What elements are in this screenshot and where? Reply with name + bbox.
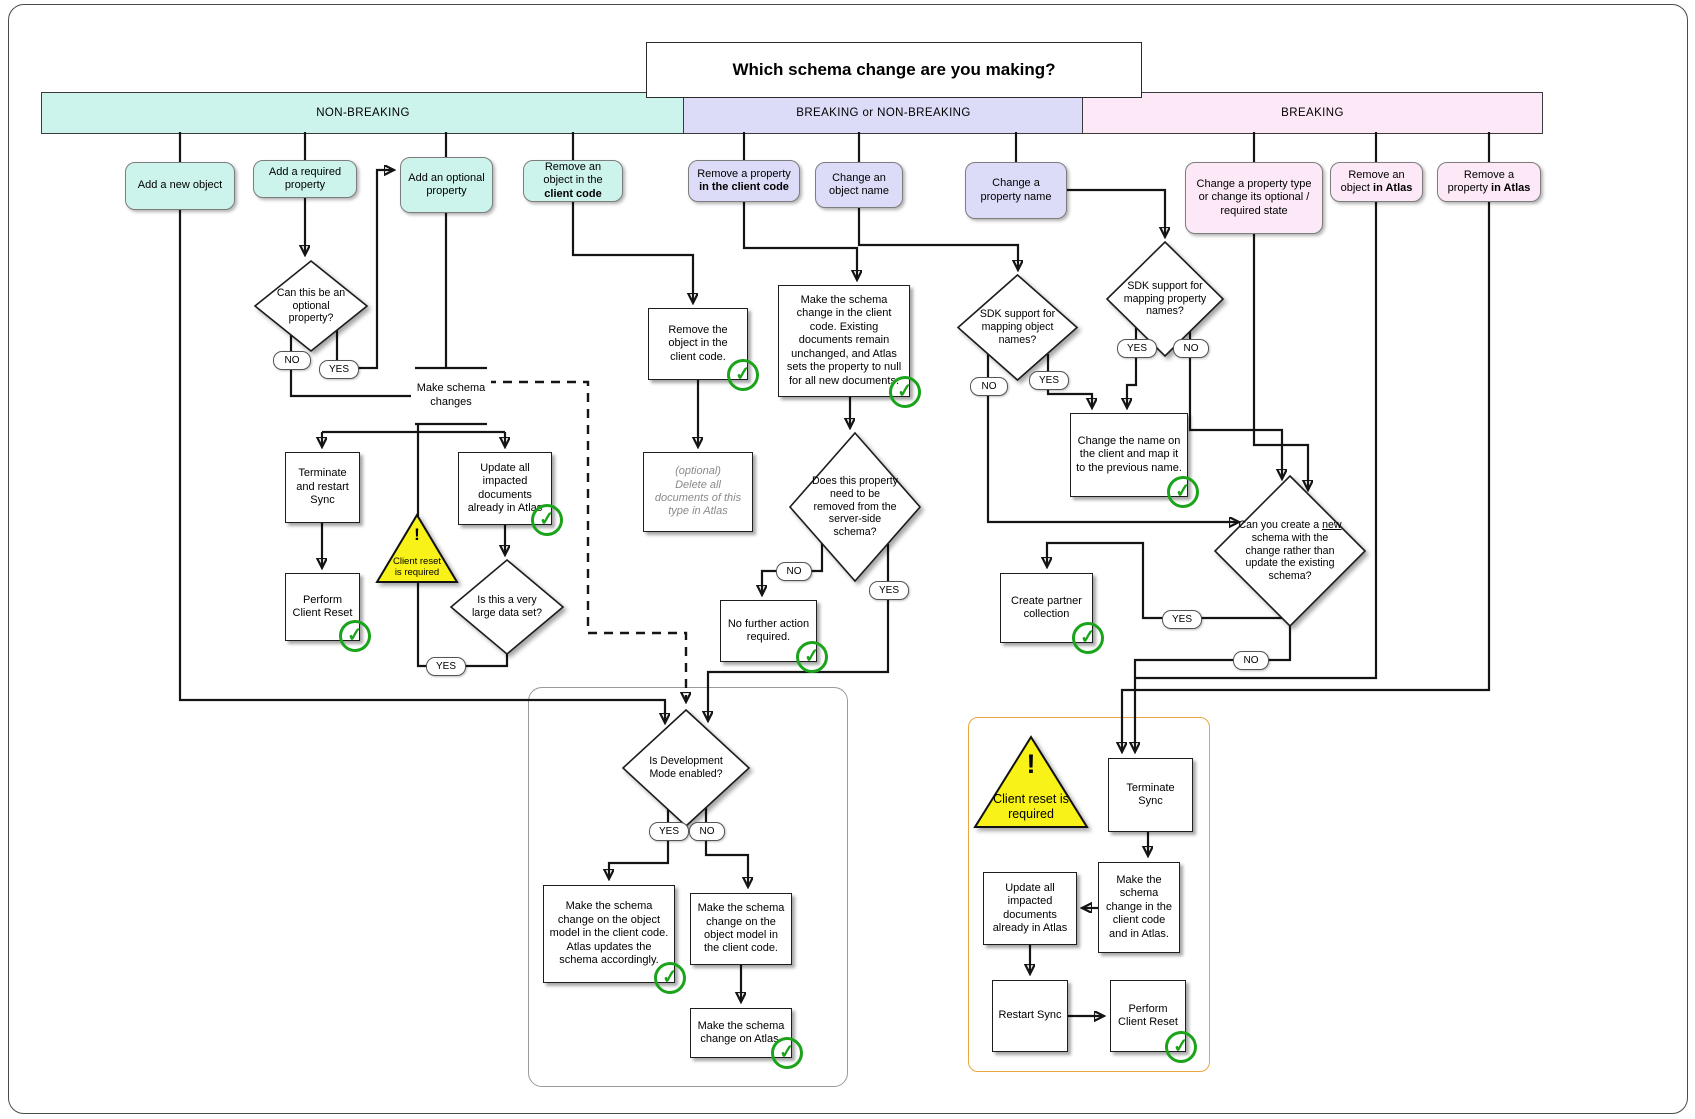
start-remove-property-client-code	[688, 160, 800, 202]
decision-sdk-mapping-object-names-label: SDK support for mapping object names?	[979, 308, 1056, 346]
warning-client-reset-required-2-label: Client reset is required	[993, 792, 1069, 821]
step-perform-client-reset-label: Perform Client Reset	[292, 593, 353, 619]
step-schema-change-client-and-atlas-label: Make the schema change in the client code and in Atlas.	[1105, 873, 1173, 940]
step-terminate-restart-sync	[285, 452, 360, 523]
step-map-previous-name-label: Change the name on the client and map it to the previous name.	[1076, 434, 1182, 474]
step-schema-change-atlas-updates	[543, 885, 679, 990]
decision-can-be-optional	[255, 261, 367, 351]
step-update-impacted-documents	[458, 452, 556, 532]
step-restart-sync-label: Restart Sync	[998, 1009, 1062, 1022]
pill-yes: YES	[869, 581, 909, 600]
start-remove-object-atlas-label: Remove an object in Atlas	[1340, 168, 1413, 194]
start-remove-property-atlas-label: Remove a property in Atlas	[1447, 168, 1531, 194]
start-add-required-property-label: Add a required property	[268, 165, 342, 191]
start-remove-object-client-code	[523, 160, 623, 202]
start-add-optional-property	[400, 157, 493, 213]
decision-can-be-optional-label: Can this be an optional property?	[276, 286, 346, 325]
decision-development-mode-label: Is Development Mode enabled?	[649, 755, 723, 780]
step-optional-delete-documents-line1: (optional)	[675, 465, 721, 478]
decision-sdk-mapping-object-names	[958, 275, 1077, 380]
warning-client-reset-required-label: Client reset is required	[392, 556, 442, 579]
pill-no: NO	[273, 351, 311, 370]
decision-remove-server-side-schema	[790, 433, 920, 581]
start-remove-property-atlas	[1437, 162, 1541, 202]
band-breaking: BREAKING	[1082, 92, 1543, 134]
step-create-partner-collection	[1000, 573, 1097, 650]
check-icon: ✓	[652, 960, 687, 995]
band-non-breaking: NON-BREAKING	[41, 92, 685, 134]
start-remove-object-atlas	[1330, 162, 1423, 202]
warning-client-reset-required-2	[975, 737, 1087, 827]
check-icon: ✓	[725, 357, 760, 392]
decision-create-new-schema	[1215, 476, 1365, 626]
start-change-object-name-label: Change an object name	[829, 171, 889, 197]
pill-yes: YES	[649, 822, 689, 841]
step-schema-change-object-model	[690, 893, 792, 965]
check-icon: ✓	[769, 1035, 804, 1070]
step-update-impacted-documents-2	[983, 872, 1077, 945]
start-change-property-type	[1185, 162, 1323, 234]
step-create-partner-collection-label: Create partner collection	[1011, 594, 1082, 620]
start-add-required-property	[253, 160, 357, 198]
start-add-new-object-label: Add a new object	[137, 179, 223, 192]
decision-sdk-mapping-property-names-label: SDK support for mapping property names?	[1123, 279, 1207, 318]
warning-icon: !	[414, 525, 420, 544]
step-schema-change-on-atlas-label: Make the schema change on Atlas.	[697, 1019, 785, 1045]
step-optional-delete-documents	[643, 452, 753, 532]
step-remove-object-in-client-code-label: Remove the object in the client code.	[668, 323, 728, 363]
step-schema-change-client-and-atlas	[1098, 862, 1180, 953]
pill-no: NO	[1173, 339, 1209, 358]
pill-no: NO	[689, 822, 725, 841]
step-schema-change-null-property	[778, 285, 914, 404]
check-icon: ✓	[529, 502, 564, 537]
decision-development-mode	[623, 710, 749, 826]
pill-yes: YES	[426, 657, 466, 676]
start-add-new-object	[125, 162, 235, 210]
check-icon: ✓	[337, 618, 372, 653]
pill-yes: YES	[1029, 371, 1069, 390]
step-schema-change-atlas-updates-label: Make the schema change on the object model in the client code. Atlas updates the schema accordingly.	[549, 900, 669, 967]
step-no-further-action-label: No further action required.	[727, 617, 810, 643]
step-restart-sync	[992, 980, 1068, 1052]
step-terminate-restart-sync-label: Terminate and restart Sync	[296, 467, 349, 507]
pill-yes: YES	[319, 360, 359, 379]
decision-large-data-set	[451, 560, 563, 654]
start-change-object-name	[815, 162, 903, 208]
check-icon: ✓	[1070, 620, 1105, 655]
step-map-previous-name	[1070, 413, 1192, 504]
pill-yes: YES	[1117, 339, 1157, 358]
decision-create-new-schema-label: Can you create a new schema with the change rather than update the existing schema?	[1238, 518, 1342, 583]
step-update-impacted-documents-2-label: Update all impacted documents already in Atlas	[992, 881, 1068, 934]
start-remove-property-client-code-label: Remove a property in the client code	[697, 167, 791, 193]
step-remove-object-in-client-code	[648, 308, 752, 387]
start-change-property-type-label: Change a property type or change its optional / required state	[1196, 177, 1312, 217]
page-title: Which schema change are you making?	[646, 42, 1142, 98]
start-change-property-name-label: Change a property name	[980, 177, 1052, 203]
step-perform-client-reset	[285, 573, 364, 648]
step-schema-change-object-model-label: Make the schema change on the object model in the client code.	[697, 902, 785, 955]
step-optional-delete-documents-line2: Delete all documents of this type in Atlas	[654, 478, 742, 518]
step-perform-client-reset-2-label: Perform Client Reset	[1118, 1002, 1178, 1028]
pill-yes: YES	[1162, 610, 1202, 629]
step-schema-change-on-atlas	[690, 1008, 796, 1065]
step-terminate-sync	[1108, 758, 1193, 832]
step-schema-change-null-property-label: Make the schema change in the client code. Existing documents remain unchanged, and Atlas sets the property to null for all new documents.	[786, 294, 902, 387]
step-update-impacted-documents-label: Update all impacted documents already in Atlas	[467, 461, 543, 514]
pill-no: NO	[1233, 651, 1269, 670]
start-remove-object-client-code-label: Remove an object in the client code	[543, 160, 603, 200]
step-perform-client-reset-2	[1110, 980, 1190, 1059]
pill-no: NO	[776, 562, 812, 581]
warning-icon: !	[1026, 749, 1036, 779]
junction-make-schema-changes: Make schema changes	[411, 370, 491, 422]
warning-client-reset-required	[377, 515, 457, 582]
decision-large-data-set-label: Is this a very large data set?	[471, 594, 543, 619]
pill-no: NO	[970, 377, 1008, 396]
step-terminate-sync-label: Terminate Sync	[1126, 781, 1175, 807]
decision-remove-server-side-schema-label: Does this property need to be removed from the server-side schema?	[812, 474, 898, 539]
start-add-optional-property-label: Add an optional property	[408, 171, 485, 197]
band-breaking-or-non-breaking: BREAKING or NON-BREAKING	[683, 92, 1084, 134]
start-change-property-name	[965, 162, 1067, 219]
check-icon: ✓	[1163, 1029, 1198, 1064]
check-icon: ✓	[1165, 474, 1200, 509]
check-icon: ✓	[887, 374, 922, 409]
check-icon: ✓	[794, 639, 829, 674]
step-no-further-action	[720, 600, 821, 669]
